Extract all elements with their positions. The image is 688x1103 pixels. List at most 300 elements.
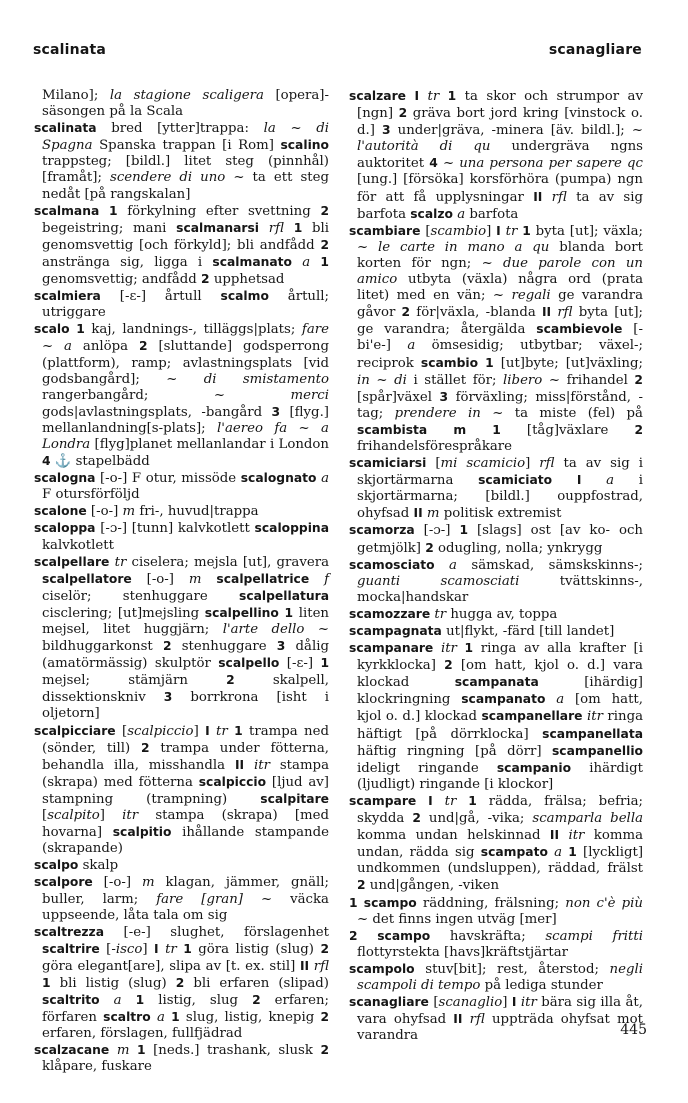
headword: I: [511, 995, 517, 1010]
headword: 4: [429, 156, 438, 171]
definition-text: [435, 558, 449, 573]
italic-phrase: m: [141, 875, 155, 891]
italic-phrase: f: [324, 571, 330, 587]
definition-text: komma undan helskinnad: [357, 828, 550, 844]
italic-phrase: a: [449, 557, 457, 573]
definition-text: väcka uppseende, låta tala om sig: [42, 891, 329, 923]
headword: scaltrezza: [34, 924, 105, 939]
definition-text: [433, 794, 445, 809]
headword: scampagnata: [349, 624, 442, 638]
headword: scamiciato I: [478, 473, 582, 488]
definition-text: frihandel: [560, 372, 635, 388]
definition-text: [tåg]växlare: [500, 422, 635, 438]
definition-text: bära sig illa åt, vara ohyfsad: [357, 995, 643, 1028]
italic-phrase: scamparla bella: [532, 811, 643, 827]
definition-text: [opera]-säsongen på la Scala: [42, 88, 329, 120]
definition-text: [581, 473, 606, 488]
headword: 1: [171, 1010, 180, 1025]
headword: I: [154, 941, 159, 956]
dictionary-entry: [349, 623, 643, 640]
definition-text: mejsel; stämjärn: [42, 673, 227, 689]
italic-phrase: l'arte dello ~: [222, 622, 330, 637]
dictionary-entry: [349, 606, 643, 623]
definition-text: trampa ned (sönder, till): [42, 723, 329, 756]
definition-text: skalp: [78, 858, 119, 874]
headword: scambievole: [536, 322, 623, 337]
definition-text: [310, 255, 320, 270]
definition-text: förväxling; miss|förstånd, -tag;: [357, 389, 643, 421]
italic-phrase: scalpiccio: [127, 723, 194, 739]
definition-text: räddning, frälsning;: [416, 895, 566, 911]
definition-text: ihållande stampande (skrapande): [42, 825, 329, 857]
headword: 1: [137, 1043, 146, 1058]
italic-phrase: m: [116, 1043, 130, 1059]
definition-text: [ut]byte; [ut]växling;: [493, 355, 643, 371]
definition-text: [-o-]: [86, 504, 123, 520]
headword: scanagliare: [349, 995, 429, 1010]
definition-text: politisk extremist: [439, 506, 562, 522]
italic-phrase: in ~ di: [357, 372, 407, 388]
definition-text: liten mejsel, litet huggjärn;: [42, 605, 330, 637]
definition-text: ringa häftigt [på dörrklocka]: [357, 709, 644, 742]
italic-phrase: m: [122, 504, 136, 520]
italic-phrase: a: [156, 1010, 165, 1026]
definition-text: [flyg]planet mellanlandar i London: [90, 436, 329, 452]
italic-phrase: ~ merci: [213, 387, 330, 403]
definition-text: för|växla, -blanda: [410, 305, 542, 321]
italic-phrase: itr: [568, 828, 585, 844]
definition-text: förkylning efter svettning: [117, 203, 321, 219]
definition-text: ]: [525, 456, 540, 472]
headword: 1: [459, 523, 469, 538]
definition-text: [456, 794, 468, 809]
definition-text: [: [420, 223, 431, 239]
headword: scalpellatrice: [216, 571, 310, 586]
definition-text: borrkrona [isht i oljetorn]: [42, 690, 329, 722]
dictionary-entry: [34, 120, 329, 202]
headword: 2: [252, 993, 261, 1008]
headword: scamosciato: [349, 557, 435, 572]
headword: II: [533, 189, 543, 204]
dictionary-entry: [34, 924, 329, 1043]
dictionary-entry: [349, 994, 643, 1044]
definition-text: und|gången, -viken: [365, 878, 500, 894]
headword: 1: [183, 941, 192, 956]
headword: II: [541, 305, 552, 320]
headword: 1: [468, 793, 477, 808]
headword: scalpellare: [34, 554, 110, 569]
definition-text: bred [ytter]trappa:: [96, 121, 264, 137]
dictionary-entry: [349, 88, 643, 223]
definition-text: rädda, frälsa; befria; skydda: [357, 793, 644, 827]
definition-text: ta miste (fel) på: [503, 405, 643, 421]
dictionary-entry: [349, 522, 643, 556]
headword: 2: [320, 1043, 330, 1058]
definition-text: bli genomsvettig [och förkyld]; bli andfådd: [42, 220, 329, 253]
italic-phrase: ~ due parole con un amico: [357, 255, 643, 288]
italic-phrase: a: [113, 993, 122, 1009]
headword: 1: [320, 656, 329, 671]
definition-text: [-ɛ-]: [279, 656, 321, 672]
italic-phrase: a: [321, 471, 329, 487]
definition-text: ta av sig i skjortärmarna: [357, 456, 643, 489]
headword: scampanellio: [551, 743, 643, 758]
definition-text: [100, 993, 114, 1008]
headword: scalognato: [240, 471, 317, 486]
headword: 2: [139, 339, 148, 354]
definition-text: [-ɔ-] [tunn] kalvkotlett: [95, 521, 255, 537]
definition-text: det finns ingen utväg [mer]: [368, 911, 557, 927]
definition-text: ⚓ stapelbädd: [50, 454, 150, 470]
definition-text: [slags] ost [av ko- och getmjölk]: [357, 523, 643, 556]
headword: scalinata: [34, 121, 97, 136]
running-head-last-entry: scanagliare: [548, 42, 642, 58]
page-number: 445: [620, 1022, 647, 1038]
dictionary-entry: [34, 874, 329, 923]
italic-phrase: negli scampoli di tempo: [357, 961, 643, 993]
headword: 3: [163, 690, 173, 705]
definition-text: otursförföljd: [51, 487, 140, 503]
definition-text: klagan, jämmer, gnäll; buller, larm;: [42, 875, 329, 907]
definition-text: [259, 221, 269, 236]
definition-text: [419, 89, 427, 104]
definition-text: erfaren, förslagen, fullfjädrad: [42, 1026, 243, 1042]
definition-text: begeistring; mani: [42, 220, 177, 236]
headword: scalpitio: [112, 825, 172, 840]
definition-text: [284, 221, 294, 236]
running-head-first-entry: scalinata: [33, 42, 107, 58]
definition-text: ]: [99, 808, 123, 824]
headword: 1: [135, 993, 145, 1008]
definition-text: [-ɔ-]: [414, 523, 460, 539]
headword: scalpellino 1: [204, 605, 294, 620]
definition-text: utbyta (växla) några ord (prata litet) med en vän;: [357, 272, 643, 304]
italic-phrase: scampi fritti: [545, 928, 643, 944]
headword: scampare I: [349, 793, 433, 808]
headword: scambio 1: [420, 355, 494, 370]
headword: scalpitare: [260, 791, 329, 806]
headword: 2: [401, 305, 411, 320]
italic-phrase: scendere di uno ~: [110, 170, 245, 186]
definition-text: [439, 89, 447, 104]
headword: 1: [234, 723, 243, 738]
dictionary-entry: [349, 455, 643, 522]
headword: 1 scampo: [349, 895, 417, 910]
definition-text: ];: [88, 88, 110, 103]
definition-text: ihärdigt (ljudligt) ringande [i klockor]: [357, 760, 643, 792]
dictionary-entry: [349, 895, 643, 928]
italic-phrase: ~ regali: [492, 288, 551, 304]
definition-text: byta [ut]; ge varandra; återgälda: [357, 305, 644, 338]
dictionary-entry: [349, 223, 643, 455]
headword: 2: [162, 639, 172, 654]
definition-text: göra listig (slug): [191, 941, 321, 957]
definition-text: barfota: [465, 206, 519, 222]
definition-text: ta skor och strumpor av [ngn]: [357, 89, 643, 122]
definition-text: [lyckligt] undkommen (undsluppen), räddad, frälst: [357, 845, 644, 877]
italic-phrase: itr: [586, 709, 603, 725]
headword: II: [234, 757, 245, 772]
dictionary-entry: [34, 520, 329, 553]
italic-phrase: itr: [254, 757, 270, 773]
definition-text: upphetsad: [209, 272, 285, 288]
italic-phrase: fare [gran] ~: [156, 891, 273, 907]
dictionary-entry: [34, 1042, 329, 1075]
definition-text: [292, 255, 302, 270]
dictionary-entry: [34, 88, 329, 120]
definition-text: stampa (skrapa) med fötterna: [42, 757, 329, 790]
headword: scampanato: [461, 692, 546, 707]
headword: scampanata: [454, 675, 539, 690]
definition-text: Spanska trappan [i Rom]: [92, 138, 281, 154]
italic-phrase: rfl: [313, 958, 329, 974]
definition-text: skalpell, dissektionskniv: [42, 673, 329, 706]
italic-phrase: ~ l'autorità di qu: [357, 123, 643, 155]
headword: 2: [320, 941, 329, 956]
definition-text: ut|flykt, -färd [till landet]: [441, 624, 615, 639]
definition-text: [-e-] slughet, förslagenhet: [104, 924, 329, 940]
definition-text: [: [115, 723, 128, 739]
headword: scampolo: [349, 961, 415, 976]
definition-text: anlöpa: [71, 339, 139, 355]
definition-text: kaj, landnings-, tilläggs|plats;: [84, 322, 302, 338]
definition-text: ]: [486, 223, 497, 239]
definition-text: klåpare, fuskare: [42, 1059, 152, 1075]
headword: scamiciarsi: [349, 456, 427, 471]
italic-phrase: itr: [122, 808, 139, 824]
italic-phrase: libero ~: [503, 372, 561, 388]
headword: scalpellatore: [42, 571, 132, 586]
definition-text: [flyg.] mellanlandning[s-plats];: [42, 404, 329, 436]
definition-text: hugga av, toppa: [446, 606, 558, 622]
definition-text: slug, listig, knepig: [179, 1010, 321, 1026]
definition-text: Milano: [42, 88, 89, 103]
headword: 1: [568, 845, 577, 860]
headword: 2: [398, 106, 408, 121]
dictionary-entry: [349, 961, 643, 994]
headword: 1: [293, 220, 303, 235]
definition-text: [462, 1012, 469, 1027]
definition-text: ciselör; stenhuggare: [42, 588, 239, 604]
dictionary-entry: [34, 554, 329, 723]
dictionary-entry: [349, 928, 643, 961]
italic-phrase: m: [188, 571, 202, 587]
definition-text: ideligt ringande: [357, 760, 497, 776]
headword: 3: [276, 639, 286, 654]
headword: scalzacane: [34, 1043, 110, 1058]
italic-phrase: a: [556, 692, 565, 708]
definition-text: trampa under fötterna, behandla illa, misshandla: [42, 740, 330, 773]
headword: 2: [357, 878, 366, 893]
headword: 2: [444, 658, 453, 673]
definition-text: [: [42, 808, 48, 824]
headword: scambiare: [349, 223, 421, 238]
definition-text: stuv[bit]; rest, återstod;: [414, 961, 610, 977]
definition-text: [neds.] trashank, slusk: [145, 1043, 321, 1059]
definition-text: ringa av alla krafter [i kyrkklocka]: [357, 641, 644, 674]
definition-text: [542, 190, 551, 205]
definition-text: [: [99, 941, 112, 957]
italic-phrase: guanti scamosciati: [357, 573, 520, 589]
definition-text: [433, 641, 441, 656]
headword: scampato: [480, 845, 548, 860]
headword: II: [413, 506, 423, 521]
headword: scalmanarsi: [176, 220, 260, 235]
definition-text: under|gräva, -minera [äv. bildl.];: [390, 123, 632, 139]
definition-text: [om hatt, kjol o. d.] vara klockad: [357, 658, 643, 691]
italic-phrase: la stagione scaligera: [109, 88, 264, 103]
definition-text: stenhuggare: [171, 639, 277, 655]
headword: scambista m 1: [357, 422, 501, 437]
italic-phrase: rfl: [469, 1012, 485, 1028]
dictionary-entry: [34, 857, 329, 874]
definition-text: häftig ringning [på dörr]: [357, 743, 552, 759]
dictionary-entry: [34, 470, 329, 503]
italic-phrase: a: [606, 473, 615, 489]
headword: 3: [439, 389, 449, 404]
headword: 2: [412, 811, 421, 826]
definition-text: på lediga stunder: [480, 977, 603, 993]
definition-text: ]: [502, 995, 512, 1011]
definition-text: årtull; utriggare: [42, 289, 329, 321]
definition-text: [sluttande] godsperrong (plattform), ramp; avlastningsplats [vid godsbangård];: [42, 339, 329, 387]
dictionary-entry: [34, 503, 329, 520]
italic-phrase: a: [302, 254, 311, 270]
italic-phrase: non c'è più ~: [357, 895, 643, 927]
headword: scalpiccio: [198, 774, 267, 789]
headword: 1: [464, 641, 474, 656]
definition-text: kalvkotlett: [42, 537, 114, 553]
definition-text: göra elegant[are], slipa av [t. ex. stil]: [42, 958, 300, 974]
definition-text: [202, 572, 217, 587]
italic-phrase: tr: [165, 941, 177, 957]
dictionary-column-left: [34, 88, 329, 1076]
headword: scampanio: [496, 760, 572, 775]
headword: I: [205, 723, 210, 738]
italic-phrase: scanaglio: [438, 995, 503, 1011]
italic-phrase: rfl: [268, 220, 284, 236]
definition-text: havskräfta;: [430, 928, 546, 944]
definition-text: genomsvettig; andfådd: [42, 272, 202, 288]
headword: scampanellare: [481, 709, 583, 724]
definition-text: anstränga sig, ligga i: [42, 254, 213, 270]
headword: scalo 1: [34, 322, 85, 337]
headword: 1: [447, 89, 457, 103]
definition-text: i skjortärmarna; [bildl.] ouppfostrad, ohyfsad: [357, 473, 643, 522]
definition-text: uppträda ohyfsat mot varandra: [357, 1012, 643, 1044]
definition-text: sämskad, sämskskinns-;: [456, 557, 643, 573]
definition-text: tvättskinns-, mocka|handskar: [357, 573, 643, 605]
definition-text: [457, 641, 465, 656]
definition-text: trappsteg; [bildl.] litet steg (pinnhål) [framåt];: [42, 154, 329, 186]
style-label: F: [131, 471, 142, 487]
headword: II: [549, 828, 560, 843]
headword: scalone: [34, 504, 87, 519]
headword: 2: [175, 975, 185, 990]
headword: scalmo: [220, 289, 269, 304]
definition-text: [: [426, 456, 441, 472]
dictionary-entry: [34, 203, 329, 288]
definition-text: cisclering; [ut]mejsling: [42, 605, 205, 621]
italic-phrase: scambio: [430, 223, 487, 239]
headword: II: [453, 1012, 463, 1027]
headword: scaloppina: [254, 521, 329, 536]
definition-text: ta av sig barfota: [357, 189, 643, 222]
headword: scalpello: [218, 656, 280, 671]
headword: scalzare I: [349, 89, 420, 103]
italic-phrase: itr: [520, 995, 537, 1011]
definition-text: flottyrstekta [havs]kräftstjärtar: [357, 944, 569, 960]
headword: 3: [271, 404, 281, 419]
definition-text: rangerbangård;: [42, 387, 214, 403]
headword: scamorza: [349, 523, 415, 538]
definition-text: blanda bort korten för ngn;: [357, 239, 643, 271]
headword: scaltrire: [42, 941, 100, 956]
italic-phrase: la ~ di Spagna: [42, 121, 329, 154]
dictionary-entry: [34, 723, 329, 858]
headword: scaltrito: [42, 993, 100, 1008]
definition-text: [-o-]: [95, 471, 132, 487]
italic-phrase: mi scamicio: [440, 456, 526, 472]
dictionary-entry: [349, 557, 643, 606]
definition-text: [spår]växel: [357, 389, 440, 405]
definition-text: fri-, huvud|trappa: [135, 504, 259, 520]
dictionary-entry: [34, 321, 329, 470]
headword: scalino: [280, 138, 329, 153]
headword: 2: [320, 203, 329, 218]
headword: 3: [382, 123, 391, 138]
headword: 2: [425, 540, 434, 555]
italic-phrase: tr: [444, 793, 457, 809]
headword: scaloppa: [34, 521, 96, 536]
italic-phrase: a: [407, 338, 416, 354]
italic-phrase: rfl: [551, 189, 567, 205]
definition-text: bli erfaren (slipad): [184, 975, 329, 991]
definition-text: ]: [193, 723, 206, 739]
headword: 1: [42, 975, 51, 990]
italic-phrase: tr: [216, 723, 228, 739]
definition-text: [ljud av] stampning (trampning): [42, 774, 329, 807]
headword: 2: [634, 372, 643, 387]
definition-text: dålig (amatörmässig) skulptör: [42, 639, 330, 672]
italic-phrase: scalpito: [47, 808, 100, 824]
definition-text: ömsesidig; utbytbar; växel-; reciprok: [357, 338, 643, 371]
italic-phrase: a: [554, 845, 563, 861]
italic-phrase: -isco: [111, 941, 143, 957]
headword: scalpore: [34, 875, 93, 890]
italic-phrase: m: [426, 506, 440, 522]
definition-text: [ung.] [försöka] korsförhöra (pumpa) ngn för att få upplysningar: [357, 172, 643, 205]
italic-phrase: ~ una persona per sapere qc: [442, 156, 643, 172]
dictionary-entry: [349, 793, 643, 895]
definition-text: otur, missöde: [141, 471, 241, 487]
dictionary-entry: [349, 640, 643, 793]
italic-phrase: a: [457, 206, 466, 222]
definition-text: gods|avlastningsplats, -bangård: [42, 404, 272, 420]
italic-phrase: tr: [427, 89, 440, 104]
headword: 2: [634, 422, 643, 437]
headword: scalmana 1: [34, 203, 118, 218]
definition-text: [ihärdig] klockringning: [357, 675, 643, 708]
headword: 1: [522, 223, 531, 238]
headword: 2: [140, 740, 150, 755]
definition-text: komma undan, rädda sig: [357, 828, 644, 861]
definition-text: odugling, nolla; ynkrygg: [433, 540, 603, 556]
definition-text: stampa (skrapa) [med hovarna]: [42, 808, 329, 841]
headword: 2: [320, 237, 329, 252]
definition-text: [-ɛ-] årtull: [100, 289, 221, 305]
definition-text: erfaren; förfaren: [42, 993, 329, 1026]
